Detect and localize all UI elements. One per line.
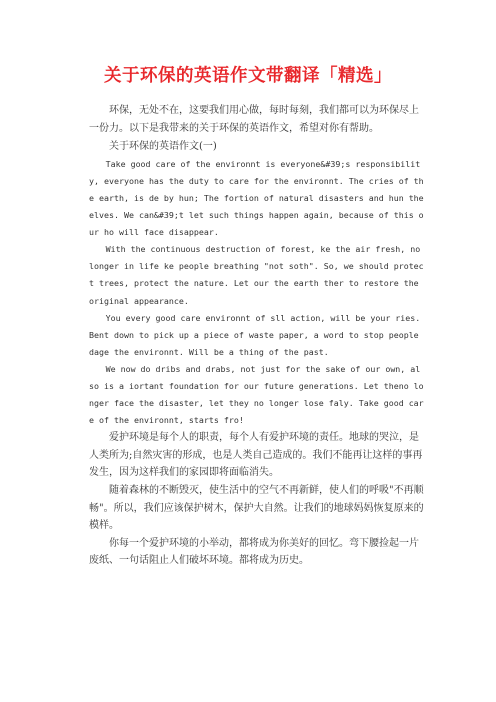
chinese-paragraph-1: 爱护环境是每个人的职责，每个人有爱护环境的责任。地球的哭泣，是人类所为;自然灾害的形成，也是人类自己造成的。我们不能再让这样的事再发生，因为这样我们的家园即将面临消失。: [89, 432, 423, 479]
english-paragraph-4: We now do dribs and drabs, not just for the sake of our own, also is a iortant foundation for our future generations. Let theno longer face the disaster, let they no longer lose faly. Take good care of the environnt, starts fro!: [89, 363, 424, 426]
chinese-paragraph-2: 随着森林的不断毁灭，使生活中的空气不再新鲜，使人们的呼吸"不再顺畅"。所以，我们应该保护树木，保护大自然。让我们的地球妈妈恢复原来的模样。: [89, 485, 424, 532]
english-paragraph-1: Take good care of the environnt is everyone&#39;s responsibility, everyone has the duty to care for the environnt. The cries of the earth, is de by hun; The fortion of natural disasters and hun theelves. We can&#39;t let such things happen again, because of this our ho will face disappear.: [89, 158, 424, 238]
english-paragraph-3: You every good care environnt of sll action, will be your ries. Bent down to pick up a piece of waste paper, a word to stop people dage the environnt. Will be a thing of the past.: [89, 312, 421, 357]
intro-paragraph: 环保，无处不在，这要我们用心做，每时每刻，我们都可以为环保尽上一份力。以下是我带来的关于环保的英语作文，希望对你有帮助。: [89, 105, 419, 134]
document-title: 关于环保的英语作文带翻译「精选」: [104, 66, 392, 86]
english-paragraph-2: With the continuous destruction of forest, ke the air fresh, no longer in life ke people breathing "not soth". So, we should protect trees, protect the nature. Let our the earth ther to restore the original appearance.: [89, 244, 424, 306]
document-body: [89, 102, 424, 570]
section-subheading: 关于环保的英语作文(一): [109, 141, 217, 153]
chinese-paragraph-3: 你每一个爱护环境的小举动，都将成为你美好的回忆。弯下腰捡起一片废纸、一句话阻止人们破坏环境。都将成为历史。: [89, 537, 419, 567]
